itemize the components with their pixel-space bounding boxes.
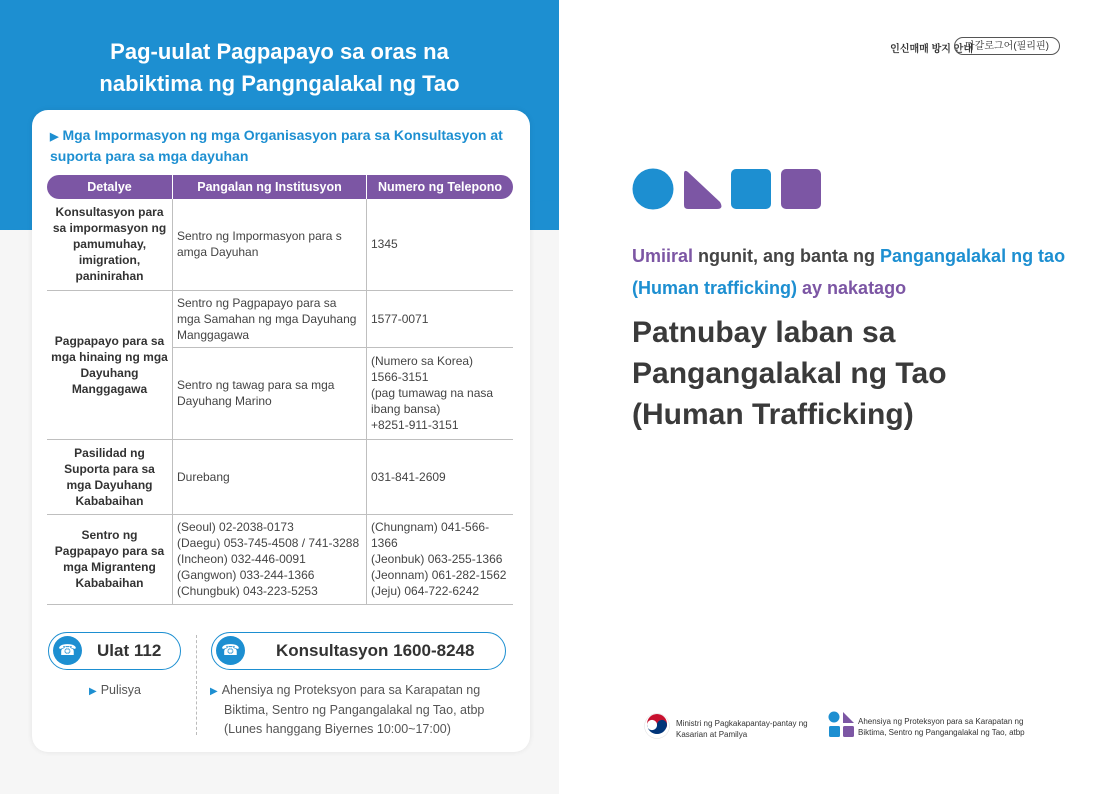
triangle-bullet-icon: ▶ [210,686,218,697]
table-header-row [47,175,513,199]
phone-line: (Daegu) 053-745-4508 / 741-3288 [177,536,360,550]
phone-line: (Seoul) 02-2038-0173 [177,520,294,534]
row-phone [367,514,514,604]
row-detail: Pagpapayo para sa mga hinaing ng mga Dayuhang Manggagawa [47,290,173,439]
ministry-logo-icon [644,713,670,739]
consult-note [210,681,530,739]
consult-label: Konsultasyon [276,641,389,660]
report-pill[interactable] [48,632,181,670]
triangle-bullet-icon: ▶ [89,686,97,697]
left-title-line1: Pag-uulat Pagpapayo sa oras na [110,39,449,64]
main-title [632,312,1072,435]
row-phone: 1345 [367,199,514,290]
col-header-institution: Pangalan ng Institusyon [173,175,367,199]
row-institution: Sentro ng Impormasyon para s amga Dayuhan [173,199,367,290]
left-title [0,36,559,100]
subtitle [632,240,1072,304]
phone-line: (Chungnam) 041-566-1366 [371,520,490,550]
main-title-line: Patnubay laban sa [632,316,896,349]
circle-shape-icon [633,169,674,210]
consult-pill[interactable] [211,632,506,670]
row-detail: Pasilidad ng Suporta para sa mga Dayuhang Kababaihan [47,439,173,514]
row-institution [173,514,367,604]
report-text [97,633,161,668]
subtitle-part: Pangangalakal ng tao (Human trafficking) [632,246,1066,298]
consult-note-line: Ahensiya ng Proteksyon para sa Karapatan ng [221,683,481,697]
phone-line: (Jeonnam) 061-282-1562 [371,568,507,582]
triangle-shape-icon [684,171,721,209]
consult-text [276,633,474,668]
organizations-table [47,175,513,605]
report-note [89,681,141,701]
col-header-phone: Numero ng Telepono [367,175,514,199]
consult-number: 1600-8248 [393,641,475,660]
report-number: 112 [133,641,162,660]
subtitle-part: ay nakatago [797,278,907,298]
square-shape-icon [731,169,771,209]
subtitle-part: ngunit, ang banta ng [693,246,881,266]
phone-line: (Jeju) 064-722-6242 [371,584,480,598]
section-heading [50,126,520,166]
phone-icon: ☎ [216,636,245,665]
table-row [47,439,513,514]
row-phone [367,347,514,439]
row-institution: Sentro ng tawag para sa mga Dayuhang Marino [173,347,367,439]
section-heading-text: Mga Impormasyon ng mga Organisasyon para sa Konsultasyon at suporta para sa mga dayuhan [50,127,503,164]
left-title-line2: nabiktima ng Pangngalakal ng Tao [99,71,460,96]
row-institution: Sentro ng Pagpapayo para sa mga Samahan ng mga Dayuhang Manggagawa [173,290,367,347]
square-shape-icon [781,169,821,209]
language-badge: 따갈로그어(필리핀) [954,37,1060,55]
phone-icon: ☎ [53,636,82,665]
phone-line: (Jeonbuk) 063-255-1366 [371,552,503,566]
main-title-line: Pangangalakal ng Tao [632,357,947,390]
row-detail: Konsultasyon para sa impormasyon ng pamumuhay, imigration, paninirahan [47,199,173,290]
brand-shapes [632,168,824,212]
agency-logo-text: Ahensiya ng Proteksyon para sa Karapatan ng Biktima, Sentro ng Pangangalakal ng Tao, atbp [858,717,1025,737]
consult-note-line: Biktima, Sentro ng Pangangalakal ng Tao, atbp [224,703,485,717]
table-row [47,290,513,347]
left-page [0,0,559,794]
col-header-detail: Detalye [47,175,173,199]
row-institution: Durebang [173,439,367,514]
phone-line: (Numero sa Korea) [371,354,474,368]
divider [196,635,197,735]
agency-logo-icon [828,711,856,739]
phone-line: +8251-911-3151 [371,418,459,432]
phone-line: 1566-3151 [371,370,429,384]
triangle-bullet-icon: ▶ [50,131,59,143]
row-phone: 031-841-2609 [367,439,514,514]
consult-note-line: (Lunes hanggang Biyernes 10:00~17:00) [224,722,451,736]
row-phone: 1577-0071 [367,290,514,347]
table-row [47,514,513,604]
report-label: Ulat [97,641,130,660]
report-note-text: Pulisya [100,683,141,697]
korean-guide-label: 인신매매 방지 안내 [890,44,973,55]
phone-line: (Incheon) 032-446-0091 [177,552,306,566]
phone-line: (Chungbuk) 043-223-5253 [177,584,318,598]
row-detail: Sentro ng Pagpapayo para sa mga Migranteng Kababaihan [47,514,173,604]
subtitle-part: Umiiral [632,246,694,266]
phone-line: (Gangwon) 033-244-1366 [177,568,315,582]
main-title-line: (Human Trafficking) [632,398,914,431]
phone-line: (pag tumawag na nasa ibang bansa) [371,386,494,416]
ministry-logo-text: Ministri ng Pagkakapantay-pantay ng Kasarian at Pamilya [676,719,808,739]
table-row [47,199,513,290]
